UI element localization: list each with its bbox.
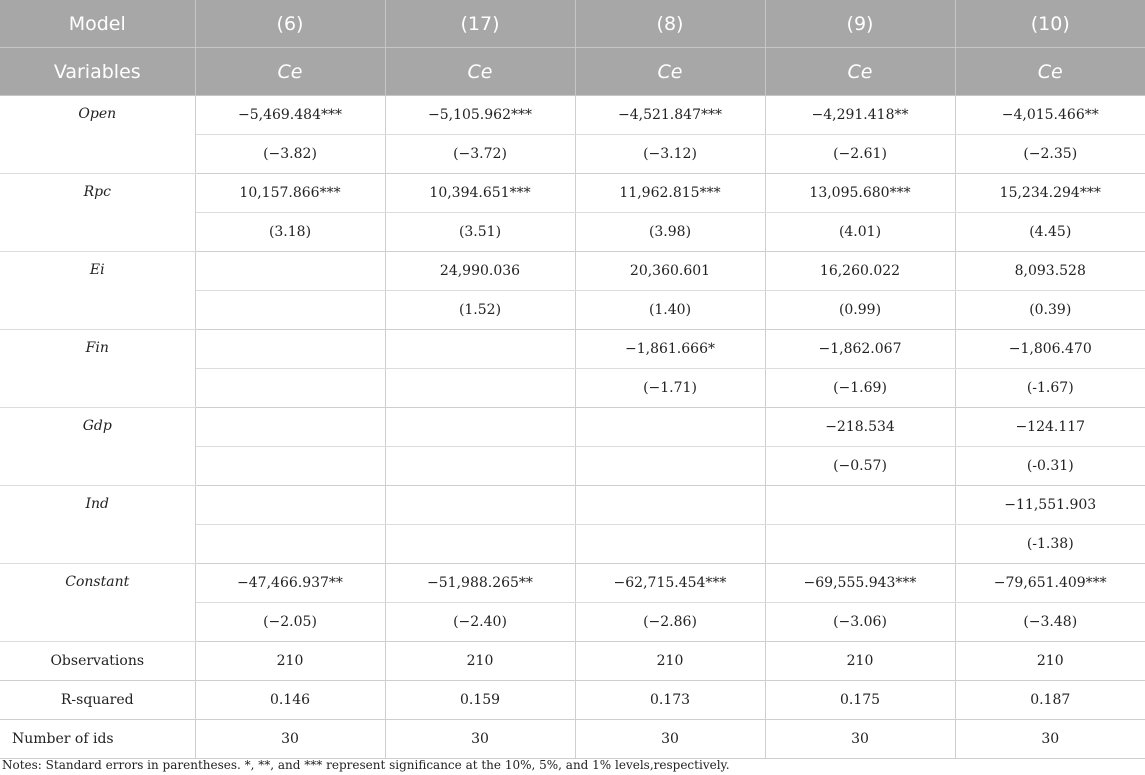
statistic-value: 0.146 — [195, 681, 385, 720]
table-notes: Notes: Standard errors in parentheses. *, **, and *** represent significance at the 10%, 5%, and 1% levels,respectively. — [2, 758, 730, 772]
coefficient-cell — [575, 408, 765, 447]
statistic-row — [0, 681, 1145, 720]
coefficient-row — [0, 486, 1145, 525]
statistic-name: Observations — [0, 642, 195, 681]
statistic-row — [0, 642, 1145, 681]
standard-error-cell: (-1.67) — [955, 369, 1145, 408]
coefficient-cell: −62,715.454*** — [575, 564, 765, 603]
standard-error-cell — [195, 369, 385, 408]
statistic-value: 0.175 — [765, 681, 955, 720]
coefficient-cell: 20,360.601 — [575, 252, 765, 291]
coefficient-cell — [385, 408, 575, 447]
statistic-value: 210 — [385, 642, 575, 681]
coefficient-cell: 13,095.680*** — [765, 174, 955, 213]
coefficient-cell: 10,157.866*** — [195, 174, 385, 213]
variable-name: Gdp — [0, 408, 195, 486]
standard-error-cell: (−3.12) — [575, 135, 765, 174]
statistic-value: 210 — [955, 642, 1145, 681]
coefficient-cell: −1,806.470 — [955, 330, 1145, 369]
coefficient-cell — [195, 252, 385, 291]
standard-error-cell: (0.39) — [955, 291, 1145, 330]
statistic-value: 30 — [955, 720, 1145, 759]
coefficient-cell: −124.117 — [955, 408, 1145, 447]
standard-error-cell: (0.99) — [765, 291, 955, 330]
standard-error-cell: (−2.40) — [385, 603, 575, 642]
statistic-value: 210 — [575, 642, 765, 681]
coefficient-cell: 24,990.036 — [385, 252, 575, 291]
model-label: Model — [0, 0, 195, 48]
statistic-value: 210 — [195, 642, 385, 681]
dependent-variable: Ce — [195, 48, 385, 96]
coefficient-cell: −1,861.666* — [575, 330, 765, 369]
standard-error-cell: (−3.06) — [765, 603, 955, 642]
variable-name: Open — [0, 96, 195, 174]
variable-name: Ei — [0, 252, 195, 330]
coefficient-cell: 15,234.294*** — [955, 174, 1145, 213]
statistic-value: 0.159 — [385, 681, 575, 720]
variable-name: Constant — [0, 564, 195, 642]
statistic-value: 30 — [765, 720, 955, 759]
coefficient-cell: −69,555.943*** — [765, 564, 955, 603]
coefficient-cell — [195, 486, 385, 525]
coefficient-row — [0, 252, 1145, 291]
statistic-name: R-squared — [0, 681, 195, 720]
coefficient-cell: −51,988.265** — [385, 564, 575, 603]
statistic-row — [0, 720, 1145, 759]
standard-error-cell: (1.40) — [575, 291, 765, 330]
coefficient-row — [0, 174, 1145, 213]
standard-error-cell: (-1.38) — [955, 525, 1145, 564]
standard-error-cell: (−3.72) — [385, 135, 575, 174]
standard-error-cell: (−1.71) — [575, 369, 765, 408]
coefficient-cell: 16,260.022 — [765, 252, 955, 291]
standard-error-cell: (−3.48) — [955, 603, 1145, 642]
coefficient-cell: −5,105.962*** — [385, 96, 575, 135]
model-number: (9) — [765, 0, 955, 48]
coefficient-row — [0, 96, 1145, 135]
standard-error-cell — [385, 525, 575, 564]
standard-error-cell — [195, 525, 385, 564]
standard-error-cell — [195, 291, 385, 330]
statistic-value: 30 — [385, 720, 575, 759]
standard-error-cell: (-0.31) — [955, 447, 1145, 486]
dependent-variable: Ce — [955, 48, 1145, 96]
standard-error-cell: (−1.69) — [765, 369, 955, 408]
standard-error-cell: (−3.82) — [195, 135, 385, 174]
standard-error-cell — [385, 369, 575, 408]
coefficient-cell: −79,651.409*** — [955, 564, 1145, 603]
coefficient-cell: −4,015.466** — [955, 96, 1145, 135]
coefficient-row — [0, 564, 1145, 603]
standard-error-cell: (−2.61) — [765, 135, 955, 174]
statistic-value: 210 — [765, 642, 955, 681]
dependent-variable: Ce — [575, 48, 765, 96]
standard-error-cell: (1.52) — [385, 291, 575, 330]
standard-error-cell — [575, 447, 765, 486]
model-number: (6) — [195, 0, 385, 48]
statistic-name: Number of ids — [0, 720, 195, 759]
standard-error-cell: (3.98) — [575, 213, 765, 252]
standard-error-cell: (4.01) — [765, 213, 955, 252]
standard-error-cell: (3.18) — [195, 213, 385, 252]
standard-error-cell — [385, 447, 575, 486]
statistic-value: 0.187 — [955, 681, 1145, 720]
dependent-variable: Ce — [765, 48, 955, 96]
coefficient-cell: 8,093.528 — [955, 252, 1145, 291]
coefficient-cell: −4,521.847*** — [575, 96, 765, 135]
standard-error-cell: (−2.35) — [955, 135, 1145, 174]
coefficient-cell: −47,466.937** — [195, 564, 385, 603]
model-number: (17) — [385, 0, 575, 48]
standard-error-cell: (−2.05) — [195, 603, 385, 642]
statistic-value: 30 — [575, 720, 765, 759]
variables-header-row — [0, 48, 1145, 96]
model-number: (8) — [575, 0, 765, 48]
standard-error-cell: (−2.86) — [575, 603, 765, 642]
coefficient-cell: 10,394.651*** — [385, 174, 575, 213]
coefficient-cell — [385, 330, 575, 369]
coefficient-cell — [195, 408, 385, 447]
coefficient-cell: −11,551.903 — [955, 486, 1145, 525]
coefficient-cell — [575, 486, 765, 525]
model-number: (10) — [955, 0, 1145, 48]
coefficient-cell — [385, 486, 575, 525]
coefficient-cell: −5,469.484*** — [195, 96, 385, 135]
coefficient-cell — [195, 330, 385, 369]
coefficient-cell: −4,291.418** — [765, 96, 955, 135]
standard-error-cell — [195, 447, 385, 486]
model-header-row — [0, 0, 1145, 48]
table-header — [0, 0, 1145, 96]
coefficient-row — [0, 330, 1145, 369]
standard-error-cell — [575, 525, 765, 564]
table-body — [0, 96, 1145, 759]
standard-error-cell: (3.51) — [385, 213, 575, 252]
dependent-variable: Ce — [385, 48, 575, 96]
coefficient-cell: 11,962.815*** — [575, 174, 765, 213]
coefficient-cell: −1,862.067 — [765, 330, 955, 369]
variable-name: Fin — [0, 330, 195, 408]
coefficient-row — [0, 408, 1145, 447]
standard-error-cell: (4.45) — [955, 213, 1145, 252]
statistic-value: 30 — [195, 720, 385, 759]
variable-name: Ind — [0, 486, 195, 564]
variable-name: Rpc — [0, 174, 195, 252]
variables-label: Variables — [0, 48, 195, 96]
statistic-value: 0.173 — [575, 681, 765, 720]
standard-error-cell — [765, 525, 955, 564]
standard-error-cell: (−0.57) — [765, 447, 955, 486]
coefficient-cell — [765, 486, 955, 525]
coefficient-cell: −218.534 — [765, 408, 955, 447]
